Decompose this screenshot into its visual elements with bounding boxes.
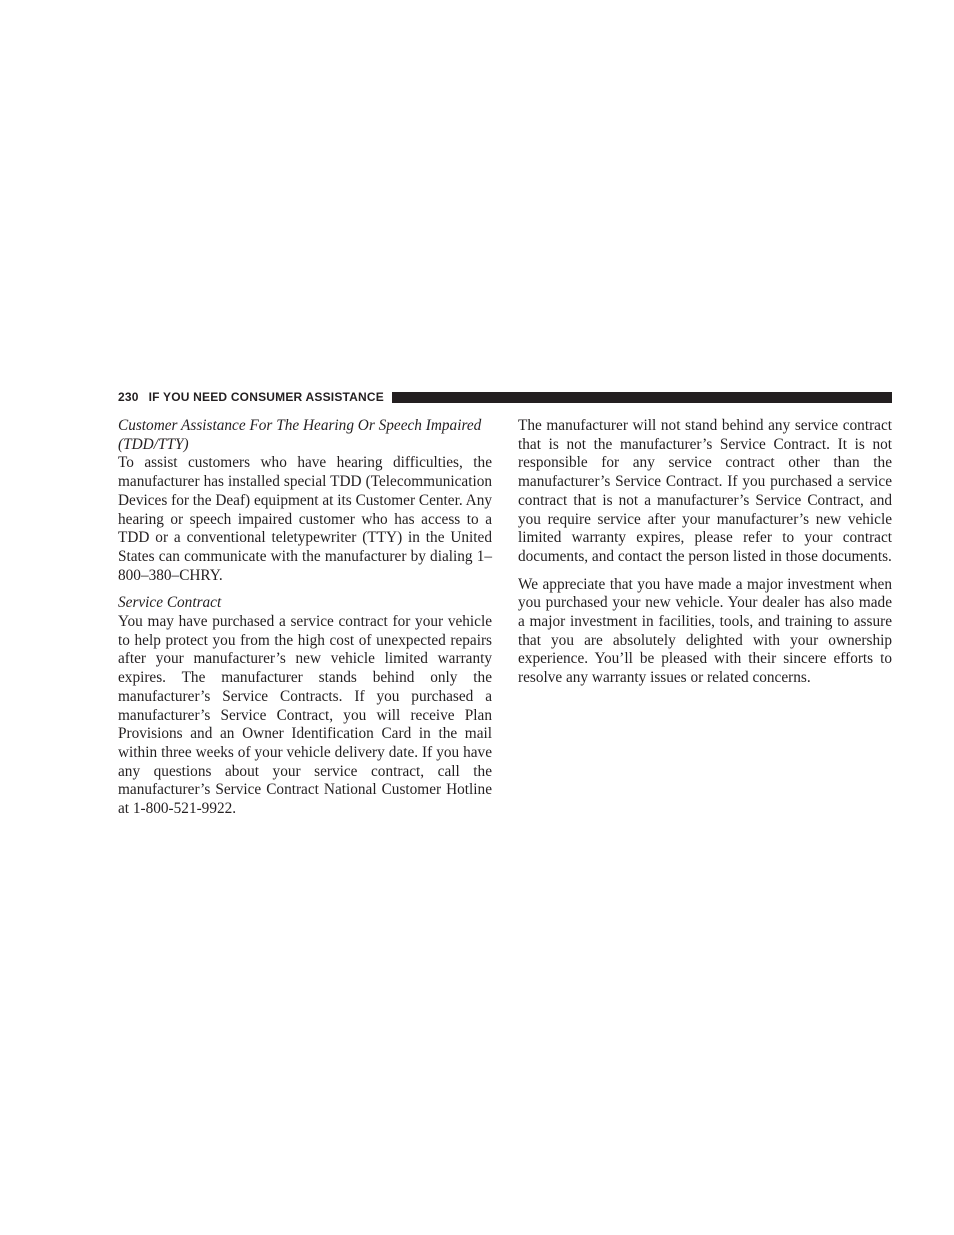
page-header [118,389,892,405]
service-contract-heading: Service Contract [118,594,222,612]
tdd-heading: Customer Assistance For The Hearing Or Speech Impaired (TDD/TTY) [118,417,482,453]
service-contract-section [118,594,492,818]
page-number: 230 [118,390,139,404]
service-contract-body: You may have purchased a service contract for your vehicle to help protect you from the high cost of unexpected repairs after your manufacturer’s new vehicle limited warranty expires. The manufacturer stands behind only the manufacturer’s Service Contracts. If you purchased a manufacturer’s Service Contract, you will receive Plan Provisions and an Owner Identification Card in the mail within three weeks of your vehicle delivery date. If you have any questions about your service contract, call the manufacturer’s Service Contract National Customer Hotline at 1-800-521-9922. [118,613,492,818]
tdd-body: To assist customers who have hearing difficulties, the manufacturer has installed special TDD (Telecommunication Devices for the Deaf) equipment at its Customer Center. Any hearing or speech impaired customer who has access to a TDD or a conventional teletypewriter (TTY) in the United States can communicate with the manufacturer by dialing 1–800–380–CHRY. [118,454,492,584]
dealer-investment-paragraph: We appreciate that you have made a major investment when you purchased your new vehicle. Your dealer has also made a major investment in facilities, tools, and training to assure that you are absolutely delighted with your ownership experience. You’ll be pleased with their sincere efforts to resolve any warranty issues or related concerns. [518,575,892,687]
non-manufacturer-contract-paragraph: The manufacturer will not stand behind any service contract that is not the manufacturer’s Service Contract. It is not responsible for any service contract other than the manufacturer’s Service Contract. If you purchased a service contract that is not a manufacturer’s Service Contract, and you require service after your manufacturer’s new vehicle limited warranty expires, please refer to your contract documents, and contact the person listed in those documents. [518,417,892,565]
left-column [118,417,492,819]
section-title: IF YOU NEED CONSUMER ASSISTANCE [148,390,384,404]
right-column [518,417,892,688]
tdd-section [118,417,492,585]
header-rule-bar [392,392,892,403]
